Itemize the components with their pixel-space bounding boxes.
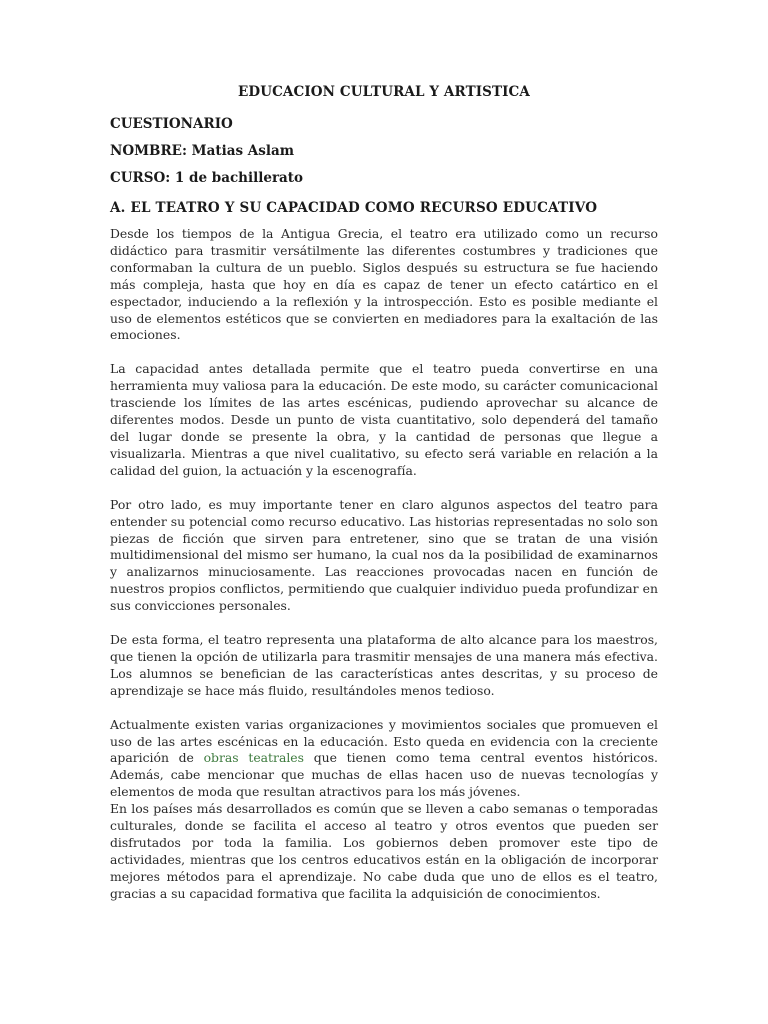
paragraph-1: Desde los tiempos de la Antigua Grecia, el teatro era utilizado como un recurso didáctico para trasmitir versátilmente las diferentes costumbres y tradiciones que conformaban la cultura de un pueblo. Siglos después su estructura se fue haciendo más compleja, hasta que hoy en día es capaz de tener un efecto catártico en el espectador, induciendo a la reflexión y la introspección. Esto es posible mediante el uso de elementos estéticos que se convierten en mediadores para la exaltación de las emociones. [110,226,658,343]
paragraph-2: La capacidad antes detallada permite que el teatro pueda convertirse en una herramienta muy valiosa para la educación. De este modo, su carácter comunicacional trasciende los límites de las artes escénicas, pudiendo aprovechar su alcance de diferentes modos. Desde un punto de vista cuantitativo, solo dependerá del tamaño del lugar donde se presente la obra, y la cantidad de personas que llegue a visualizarla. Mientras a que nivel cualitativo, su efecto será variable en relación a la calidad del guion, la actuación y la escenografía. [110,361,658,478]
paragraph-5-text-start: Actualmente existen varias organizaciones y movimientos sociales que promueven el uso de las artes escénicas en la educación. Esto queda en evidencia con la creciente aparición de [110,716,658,766]
paragraph-3: Por otro lado, es muy importante tener en claro algunos aspectos del teatro para entender su potencial como recurso educativo. Las historias representadas no solo son piezas de ficción que sirven para entretener, sino que se tratan de una visión multidimensional del mismo ser humano, la cual nos da la posibilidad de examinarnos y analizarnos minuciosamente. Las reacciones provocadas nacen en función de nuestros propios conflictos, permitiendo que cualquier individuo pueda profundizar en sus convicciones personales. [110,496,658,614]
obras-teatrales-link[interactable]: obras teatrales [203,750,304,766]
paragraph-4: De esta forma, el teatro representa una plataforma de alto alcance para los maestros, que tienen la opción de utilizarla para trasmitir mensajes de una manera más efectiva. Los alumnos se benefician de las características antes descritas, y su proceso de aprendizaje se hace más fluido, resultándoles menos tedioso. [110,632,658,698]
paragraph-5-text-end: que tienen como tema central eventos históricos. Además, cabe mencionar que muchas de ellas hacen uso de nuevas tecnologías y elementos de moda que resultan atractivos para los más jóvenes. [110,750,658,800]
section-heading: A. EL TEATRO Y SU CAPACIDAD COMO RECURSO EDUCATIVO [110,200,598,216]
course-label: CURSO: 1 de bachillerato [110,170,304,186]
student-name: NOMBRE: Matias Aslam [110,143,294,159]
paragraph-6: En los países más desarrollados es común que se lleven a cabo semanas o temporadas culturales, donde se facilita el acceso al teatro y otros eventos que pueden ser disfrutados por toda la familia. Los gobiernos deben promover este tipo de actividades, mientras que los centros educativos están en la obligación de incorporar mejores métodos para el aprendizaje. No cabe duda que uno de ellos es el teatro, gracias a su capacidad formativa que facilita la adquisición de conocimientos. [110,801,658,901]
paragraph-5 [110,717,658,802]
questionnaire-label: CUESTIONARIO [110,116,233,132]
document-title: EDUCACION CULTURAL Y ARTISTICA [238,84,530,100]
